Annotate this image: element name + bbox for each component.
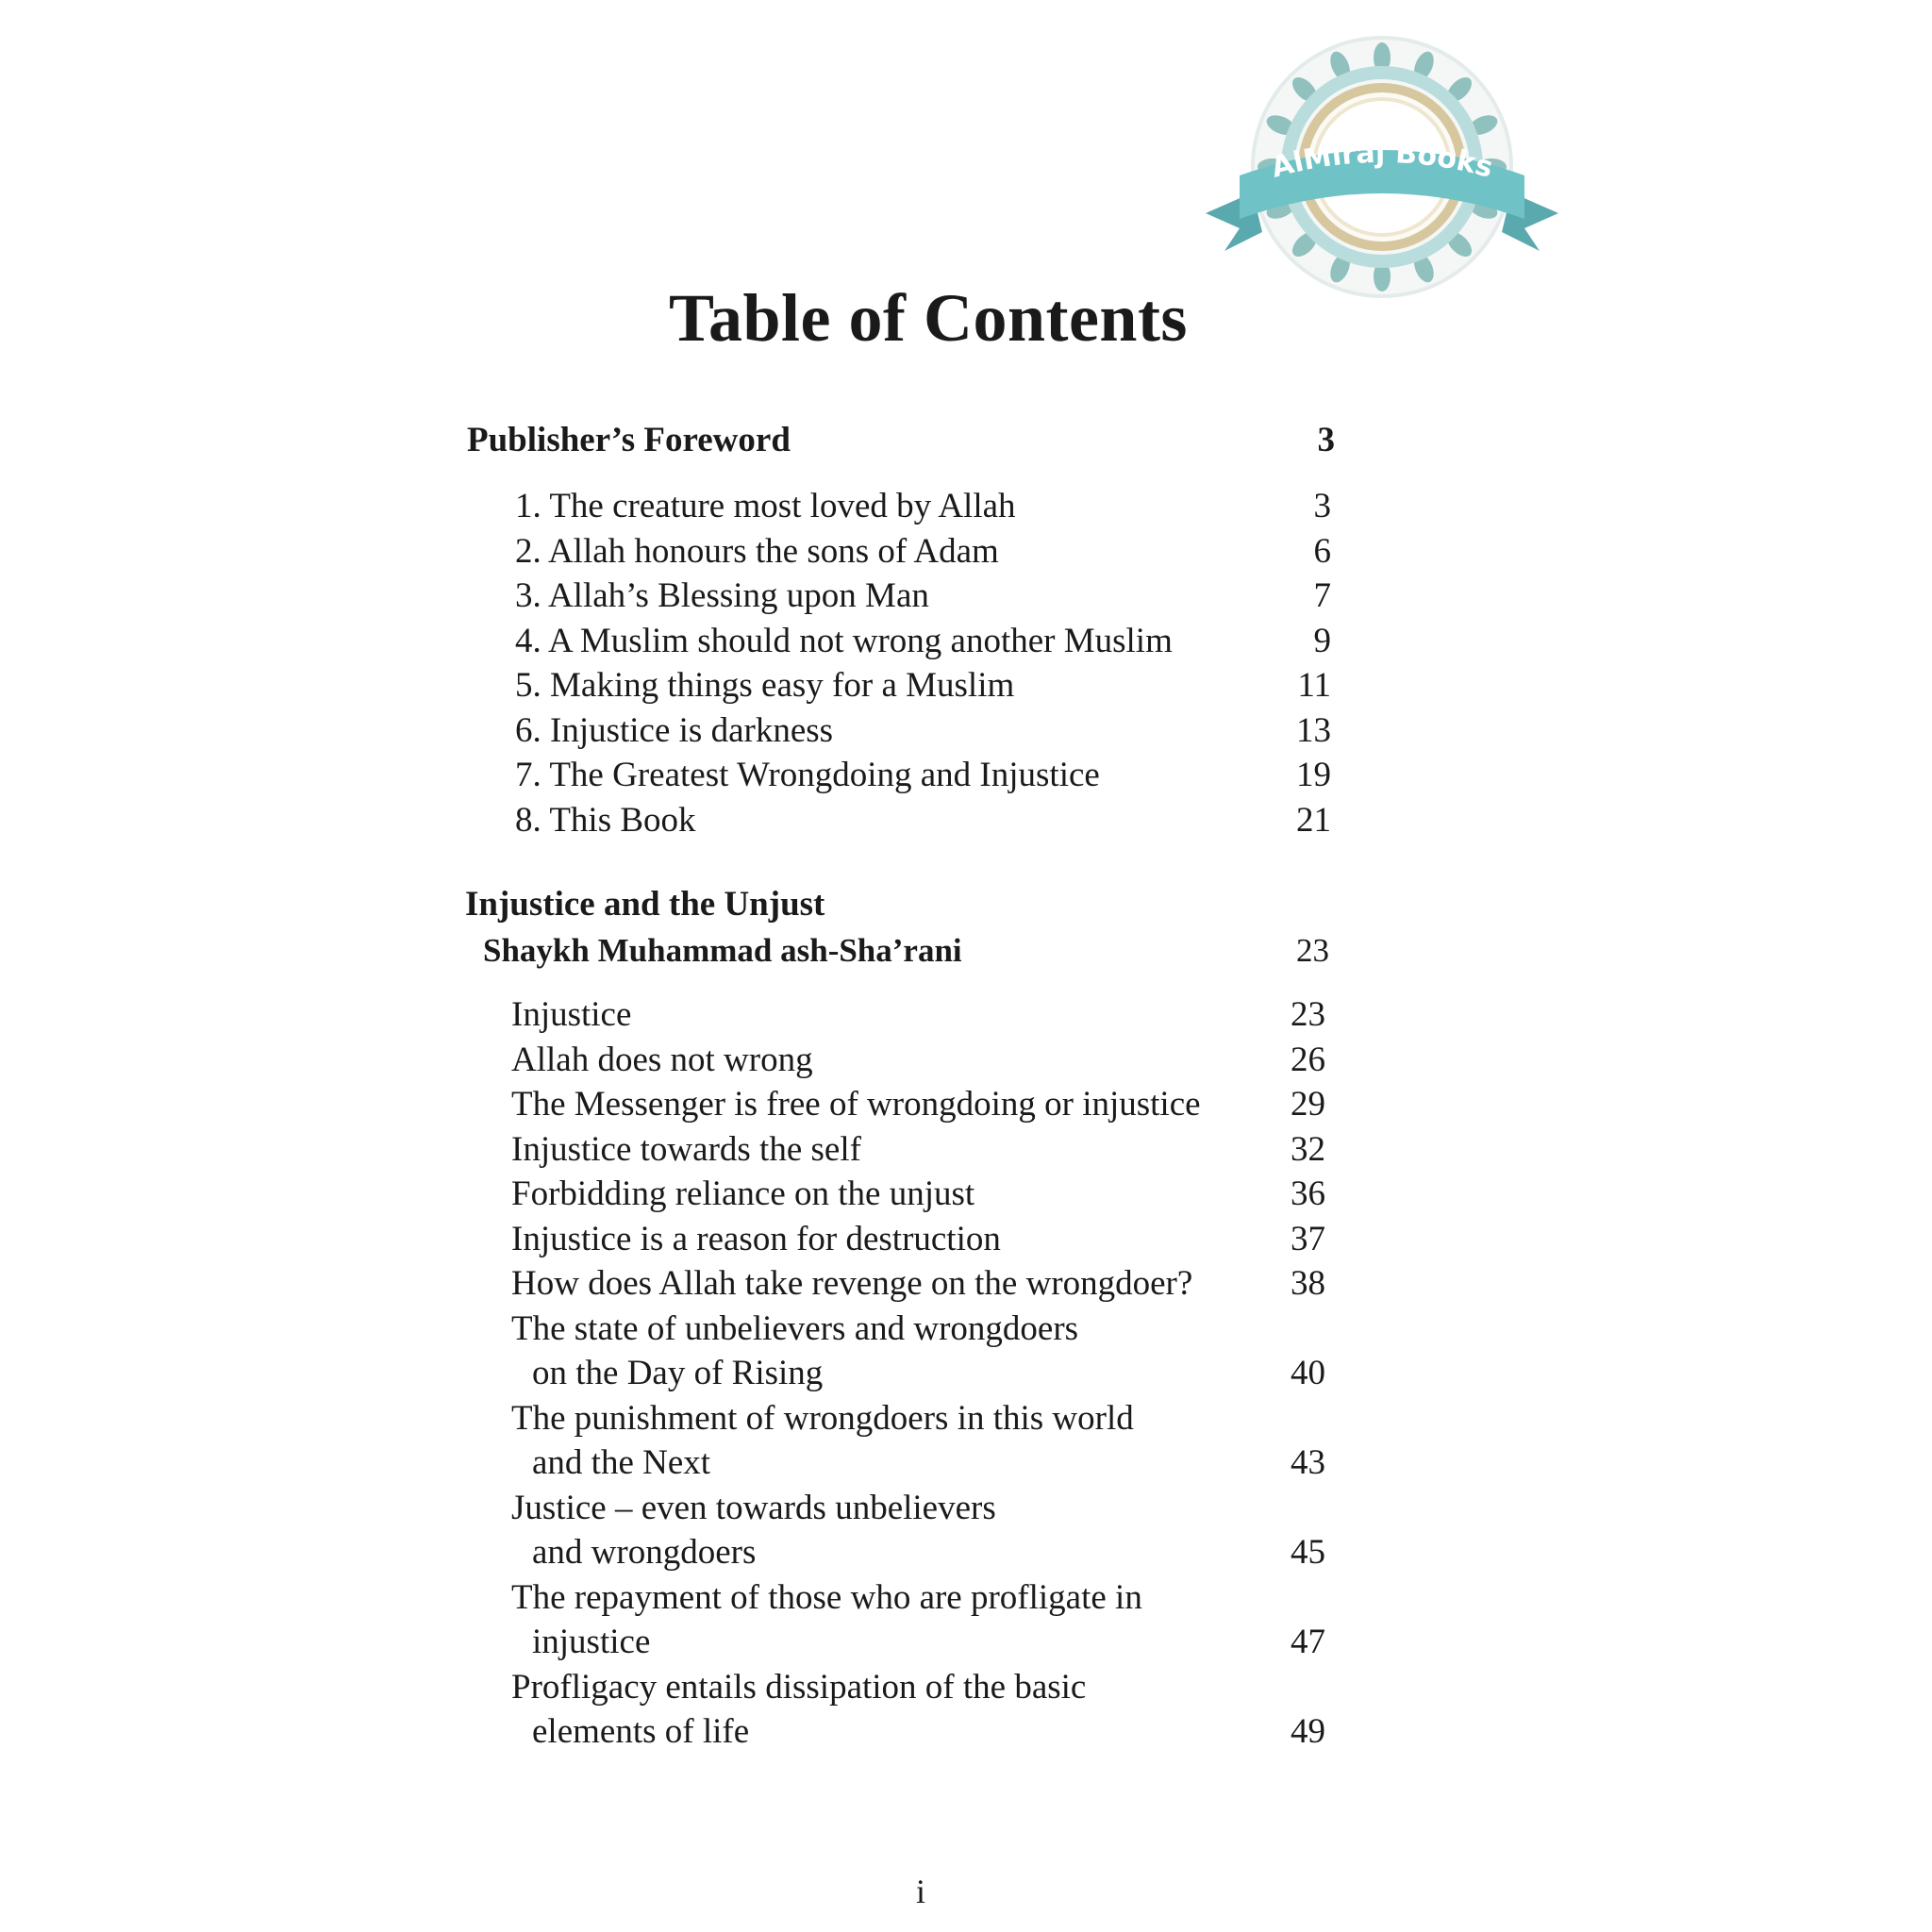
toc-entry-title: 5. Making things easy for a Muslim	[515, 666, 1015, 705]
toc-entry	[511, 1266, 1325, 1311]
toc-entry-title: The Messenger is free of wrongdoing or injustice	[511, 1085, 1201, 1124]
toc-entry	[511, 1488, 1325, 1580]
toc-entry-title-continued: elements of life	[532, 1712, 750, 1751]
toc-entry-page: 23	[1291, 995, 1325, 1034]
toc-entry-title: 3. Allah’s Blessing upon Man	[515, 576, 929, 615]
toc-entry	[515, 489, 1331, 534]
toc-entry-page: 6	[1313, 531, 1331, 571]
page-folio: i	[915, 1873, 925, 1910]
toc-entry	[515, 758, 1331, 803]
toc-entry-title: Profligacy entails dissipation of the basic	[511, 1667, 1087, 1707]
toc-entry-page: 40	[1291, 1354, 1325, 1392]
toc-entry-page: 43	[1291, 1443, 1325, 1482]
toc-entry	[511, 1087, 1325, 1132]
toc-entry	[511, 1667, 1325, 1759]
toc-entry-title: The punishment of wrongdoers in this world	[511, 1398, 1134, 1438]
section-heading	[465, 887, 1333, 928]
toc-entry-title: 7. The Greatest Wrongdoing and Injustice	[515, 756, 1100, 794]
toc-entry-title: Injustice towards the self	[511, 1129, 861, 1169]
page-title: Table of Contents	[669, 280, 1188, 356]
toc-entry-title: 8. This Book	[515, 800, 696, 840]
toc-entry-title-continued: injustice	[532, 1623, 651, 1661]
toc-entry-title-continued: and the Next	[532, 1443, 711, 1482]
section-heading-text: Injustice and the Unjust	[465, 885, 825, 924]
toc-entry	[515, 668, 1331, 713]
toc-entry-title: 1. The creature most loved by Allah	[515, 487, 1016, 525]
toc-entry-page: 21	[1296, 800, 1331, 840]
toc-entry	[511, 1176, 1325, 1222]
toc-entry-title: 4. A Muslim should not wrong another Muslim	[515, 621, 1173, 660]
toc-entry	[511, 1129, 1325, 1177]
toc-entry-page: 37	[1291, 1219, 1325, 1258]
toc-entry	[511, 1219, 1325, 1267]
toc-entry-page: 32	[1291, 1129, 1325, 1169]
toc-entry-page: 11	[1297, 666, 1331, 705]
toc-entry-title: Forbidding reliance on the unjust	[511, 1174, 975, 1213]
toc-entry	[515, 800, 1331, 848]
toc-entry-title-continued: on the Day of Rising	[532, 1354, 824, 1392]
toc-entry-title: The state of unbelievers and wrongdoers	[511, 1308, 1079, 1348]
toc-entry	[511, 1577, 1325, 1670]
toc-entry-page: 26	[1291, 1040, 1325, 1079]
toc-entry-page: 47	[1291, 1623, 1325, 1661]
toc-entry-title: Allah does not wrong	[511, 1040, 813, 1079]
toc-entry-page: 49	[1291, 1712, 1325, 1751]
section-subheading-text: Shaykh Muhammad ash-Sha’rani	[483, 932, 962, 969]
section-subheading	[483, 934, 1329, 975]
toc-entry-title: 6. Injustice is darkness	[515, 710, 834, 750]
toc-entry	[511, 997, 1325, 1042]
toc-entry-title-continued: and wrongdoers	[532, 1533, 757, 1572]
toc-entry	[515, 710, 1331, 758]
toc-entry	[511, 1398, 1325, 1491]
toc-entry-title: The repayment of those who are profligate in	[511, 1577, 1142, 1617]
toc-entry-page: 45	[1291, 1533, 1325, 1572]
toc-entry-title: How does Allah take revenge on the wrongdoer?	[511, 1264, 1193, 1303]
section-heading-text: Publisher’s Foreword	[467, 421, 791, 459]
toc-entry-page: 29	[1291, 1085, 1325, 1124]
logo-text: AlMiraj Books	[1268, 136, 1497, 185]
toc-entry-page: 36	[1291, 1174, 1325, 1213]
toc-entry-title: Injustice is a reason for destruction	[511, 1219, 1001, 1258]
section-heading-page: 3	[1317, 421, 1335, 459]
toc-entry-page: 7	[1313, 576, 1331, 615]
toc-entry-title: Justice – even towards unbelievers	[511, 1488, 996, 1527]
toc-entry	[515, 578, 1331, 624]
section-subheading-page: 23	[1296, 932, 1329, 969]
toc-entry	[511, 1042, 1325, 1088]
toc-entry-title: Injustice	[511, 995, 632, 1034]
toc-entry-page: 9	[1313, 621, 1331, 660]
toc-entry	[515, 531, 1331, 579]
toc-entry-page: 19	[1296, 756, 1331, 794]
toc-entry-title: 2. Allah honours the sons of Adam	[515, 531, 999, 571]
toc-entry	[511, 1308, 1325, 1401]
section-heading	[467, 423, 1335, 464]
toc-entry-page: 3	[1313, 487, 1331, 525]
toc-entry	[515, 621, 1331, 669]
toc-entry-page: 13	[1296, 710, 1331, 750]
toc-entry-page: 38	[1291, 1264, 1325, 1303]
